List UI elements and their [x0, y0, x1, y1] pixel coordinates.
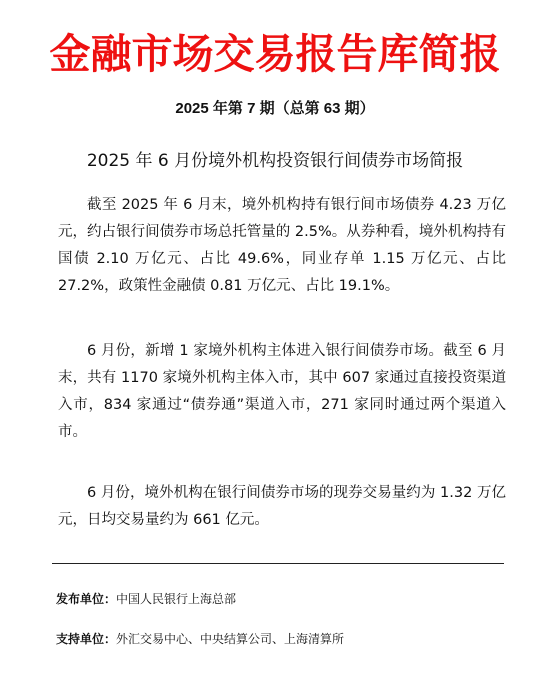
- publisher-label: 发布单位：: [56, 592, 117, 606]
- support-line: [56, 630, 344, 648]
- paragraph-holdings: 截至 2025 年 6 月末，境外机构持有银行间市场债券 4.23 万亿元，约占银行间债券市场总托管量的 2.5%。从券种看，境外机构持有国债 2.10 万亿元、占比 49.6%，同业存单 1.15 万亿元、占比 27.2%，政策性金融债 0.81 万亿元、占比 19.1%。: [58, 197, 506, 294]
- support-label: 支持单位：: [56, 632, 117, 646]
- masthead-title: 金融市场交易报告库简报: [49, 30, 501, 78]
- document-title: 2025 年 6 月份境外机构投资银行间债券市场简报: [86, 151, 464, 171]
- issue-number: 2025 年第 7 期（总第 63 期）: [175, 100, 375, 117]
- publisher-value: 中国人民银行上海总部: [116, 592, 237, 606]
- publisher-line: [56, 590, 236, 608]
- paragraph-trading-volume: 6 月份，境外机构在银行间债券市场的现券交易量约为 1.32 万亿元，日均交易量约为 661 亿元。: [58, 485, 506, 528]
- paragraph-new-entrants: 6 月份，新增 1 家境外机构主体进入银行间债券市场。截至 6 月末，共有 1170 家境外机构主体入市，其中 607 家通过直接投资渠道入市，834 家通过“债券通”渠道入市，271 家同时通过两个渠道入市。: [58, 343, 506, 440]
- support-value: 外汇交易中心、中央结算公司、上海清算所: [116, 632, 345, 646]
- footer-divider: [52, 563, 504, 564]
